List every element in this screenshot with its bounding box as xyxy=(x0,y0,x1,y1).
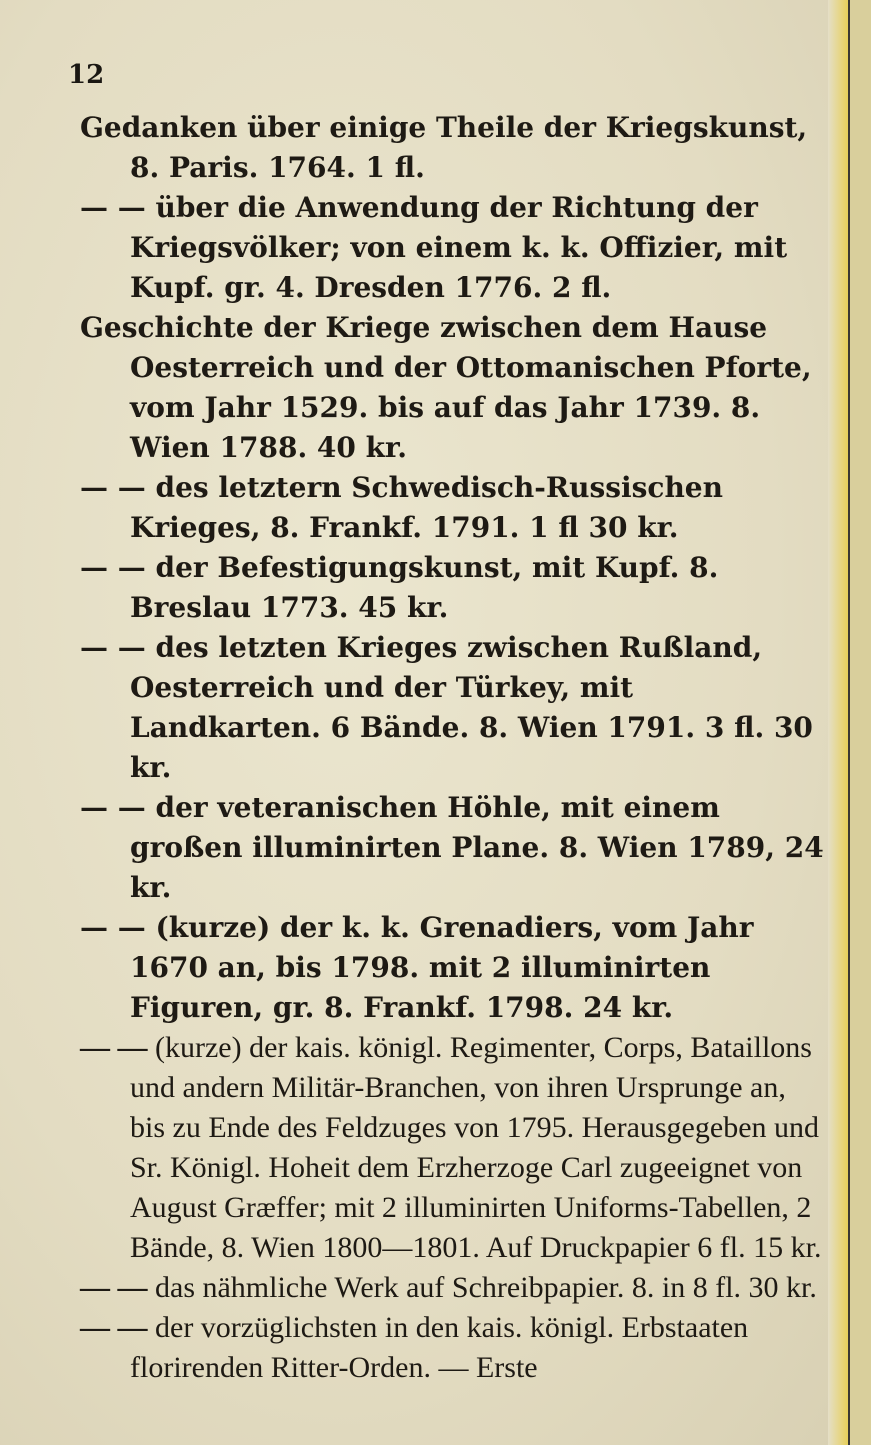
page-edge-shadow xyxy=(828,0,848,1445)
list-item xyxy=(80,1028,828,1268)
entry-dash: — — xyxy=(80,1311,148,1344)
entry-text: des letzten Krieges zwischen Rußland, Oesterreich und der Türkey, mit Landkarten. 6 Bände. 8. Wien 1791. 3 fl. 30 kr. xyxy=(130,631,813,784)
adjacent-page-edge xyxy=(848,0,871,1445)
bibliography-list xyxy=(80,108,828,1388)
entry-text: (kurze) der kais. königl. Regimenter, Corps, Bataillons und andern Militär-Branchen, von ihren Ursprunge an, bis zu Ende des Feldzuges von 1795. Herausgegeben und Sr. Königl. Hoheit dem Erzherzoge Carl zugeeignet von August Græffer; mit 2 illuminirten Uniforms-Tabellen, 2 Bände, 8. Wien 1800—1801. Auf Druckpapier 6 fl. 15 kr. xyxy=(130,1031,822,1264)
entry-dash: — — xyxy=(80,551,146,584)
list-item xyxy=(80,628,828,788)
entry-dash: — — xyxy=(80,911,146,944)
list-item xyxy=(80,468,828,548)
list-item xyxy=(80,548,828,628)
page-number: 12 xyxy=(68,60,105,90)
entry-text: das nähmliche Werk auf Schreibpapier. 8. in 8 fl. 30 kr. xyxy=(155,1271,817,1304)
entry-dash: — — xyxy=(80,791,146,824)
entry-text: Gedanken über einige Theile der Kriegskunst, 8. Paris. 1764. 1 fl. xyxy=(80,111,808,184)
list-item xyxy=(80,308,828,468)
entry-text: Geschichte der Kriege zwischen dem Hause Oesterreich und der Ottomanischen Pforte, vom Jahr 1529. bis auf das Jahr 1739. 8. Wien 1788. 40 kr. xyxy=(80,311,812,464)
list-item xyxy=(80,188,828,308)
list-item xyxy=(80,108,828,188)
entry-dash: — — xyxy=(80,471,146,504)
entry-text: der veteranischen Höhle, mit einem großen illuminirten Plane. 8. Wien 1789, 24 kr. xyxy=(130,791,824,904)
entry-text: über die Anwendung der Richtung der Kriegsvölker; von einem k. k. Offizier, mit Kupf. gr. 4. Dresden 1776. 2 fl. xyxy=(130,191,788,304)
entry-text: der vorzüglichsten in den kais. königl. Erbstaaten florirenden Ritter-Orden. — Erste xyxy=(130,1311,749,1384)
entry-dash: — — xyxy=(80,631,146,664)
list-item xyxy=(80,788,828,908)
list-item xyxy=(80,1308,828,1388)
entry-text: (kurze) der k. k. Grenadiers, vom Jahr 1670 an, bis 1798. mit 2 illuminirten Figuren, gr. 8. Frankf. 1798. 24 kr. xyxy=(130,911,754,1024)
entry-dash: — — xyxy=(80,1031,148,1064)
entry-dash: — — xyxy=(80,191,146,224)
entry-text: des letztern Schwedisch-Russischen Krieges, 8. Frankf. 1791. 1 fl 30 kr. xyxy=(130,471,723,544)
entry-text: der Befestigungskunst, mit Kupf. 8. Breslau 1773. 45 kr. xyxy=(130,551,719,624)
list-item xyxy=(80,908,828,1028)
list-item xyxy=(80,1268,828,1308)
entry-dash: — — xyxy=(80,1271,148,1304)
